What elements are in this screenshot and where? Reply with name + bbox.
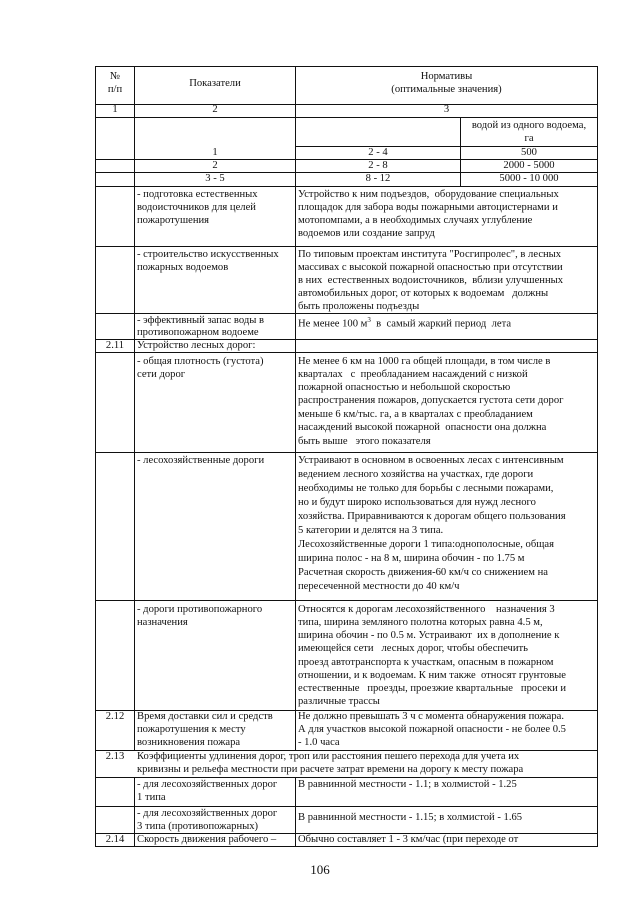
- norm-text: автомобильных дорог, от которых к водоемам должны: [298, 288, 549, 299]
- indicator-text: - лесохозяйственные дороги: [137, 455, 265, 466]
- norm-text: - 1.0 часа: [298, 737, 340, 748]
- indicator-text: сети дорог: [137, 369, 186, 380]
- norm-text: [298, 317, 511, 331]
- norm-text: Обычно составляет 1 - 3 км/час (при переходе от: [298, 834, 519, 845]
- norm-text: в них естественных водоисточников, вблизи улучшенных: [298, 275, 564, 286]
- norm-text: Расчетная скорость движения-60 км/ч со снижением на: [298, 567, 548, 578]
- norm-text: Относятся к дорогам лесохозяйственного назначения 3: [298, 604, 555, 615]
- norm-text: быть выше этого показателя: [298, 436, 431, 447]
- coef-text: Коэффициенты удлинения дорог, троп или расстояния пешего перехода для учета их: [137, 751, 520, 762]
- norm-text: По типовым проектам института "Росгипролес", в лесных: [298, 249, 562, 260]
- norm-text: А для участков высокой пожарной опасности - не более 0.5: [298, 724, 566, 735]
- indicator-text: - для лесохозяйственных дорог: [137, 779, 278, 790]
- norm-text: имеющейся сети лесных дорог, чтобы обеспечить: [298, 643, 528, 654]
- norm-text: быть проложены подъезды: [298, 301, 420, 312]
- subtable-cell: 2000 - 5000: [503, 160, 555, 171]
- indicator-text: - подготовка естественных: [137, 189, 258, 200]
- norm-text: 5 категории и делятся на 3 типа.: [298, 525, 444, 536]
- indicator-text: - строительство искусственных: [137, 249, 279, 260]
- row-number: 2.12: [105, 711, 125, 722]
- section-title: Устройство лесных дорог:: [137, 340, 256, 351]
- norm-text: типа, ширина земляного полотна которых равна 4.5 м,: [298, 617, 543, 628]
- indicator-text: водоисточников для целей: [137, 202, 256, 213]
- norm-text: Не менее 6 км на 1000 га общей площади, в том числе в: [298, 356, 551, 367]
- col-index-2: 2: [212, 104, 218, 115]
- row-number: 2.14: [105, 834, 125, 845]
- subtable-caption-1: водой из одного водоема,: [471, 120, 587, 131]
- subtable-cell: 500: [521, 147, 537, 158]
- subtable-cell: 1: [212, 147, 218, 158]
- col-index-1: 1: [112, 104, 118, 115]
- norm-text: но и будут широко использоваться для нужд лесного: [298, 497, 536, 508]
- indicator-text: возникновения пожара: [137, 737, 241, 748]
- norm-text: Не должно превышать 3 ч с момента обнаружения пожара.: [298, 711, 564, 722]
- subtable-cell: 5000 - 10 000: [499, 173, 559, 184]
- indicator-text: - общая плотность (густота): [137, 356, 264, 367]
- norm-text: Лесохозяйственные дороги 1 типа:однополосные, общая: [298, 539, 554, 550]
- norm-text: необходимы не только для борьбы с лесными пожарами,: [298, 483, 554, 494]
- indicator-text: противопожарном водоеме: [137, 327, 259, 338]
- subtable-cell: 8 - 12: [365, 173, 391, 184]
- indicator-text: 1 типа: [137, 792, 166, 803]
- col-norms-header-1: Нормативы: [420, 71, 473, 82]
- coef-text: кривизны и рельефа местности при расчете затрат времени на дорогу к месту пожара: [137, 764, 524, 775]
- superscript-three: 3: [367, 316, 371, 324]
- norm-text: ширина обочин - по 0.5 м. Устраивают их в дополнение к: [298, 630, 560, 641]
- reserve-period: в самый жаркий период лета: [370, 318, 512, 330]
- norm-text: Устраивают в основном в освоенных лесах с интенсивным: [298, 455, 564, 466]
- page-number: 106: [310, 862, 330, 877]
- col-indicators-header: Показатели: [189, 78, 241, 89]
- subtable-caption-2: га: [524, 133, 534, 144]
- subtable-cell: 2 - 8: [368, 160, 388, 171]
- norm-text: пересеченной местности до 40 км/ч: [298, 581, 460, 592]
- row-number: 2.11: [105, 340, 125, 351]
- reserve-amount: Не менее 100 м: [298, 318, 368, 330]
- norm-text: пожарной опасностью и небольшой скоростью: [298, 382, 511, 393]
- norm-text: хозяйства. Приравниваются к дорогам общего пользования: [298, 511, 566, 522]
- subtable-cell: 2: [212, 160, 218, 171]
- col-index-3: 3: [443, 104, 450, 115]
- subtable-cell: 2 - 4: [368, 147, 388, 158]
- norm-text: насаждений высокой пожарной опасности она должна: [298, 422, 547, 433]
- norm-text: отношении, и к водоемам. К ним также относят грунтовые: [298, 670, 566, 681]
- norm-text: ведением лесного хозяйства на участках, где дороги: [298, 469, 534, 480]
- indicator-text: Время доставки сил и средств: [137, 711, 273, 722]
- norm-text: площадок для забора воды пожарными автоцистернами и: [298, 202, 558, 213]
- norm-text: В равнинной местности - 1.1; в холмистой - 1.25: [298, 779, 517, 790]
- indicator-text: пожарных водоемов: [137, 262, 229, 273]
- norm-text: водоемов или создание запруд: [298, 228, 435, 239]
- norm-text: В равнинной местности - 1.15; в холмистой - 1.65: [298, 812, 523, 823]
- indicator-text: пожаротушения: [137, 215, 210, 226]
- indicator-text: 3 типа (противопожарных): [137, 821, 259, 832]
- norm-text: проезд автотранспорта к участкам, опасным в пожарном: [298, 657, 554, 668]
- col-num-header-1: №: [109, 71, 121, 82]
- norm-text: меньше 6 км/тыс. га, а в кварталах с преобладанием: [298, 409, 533, 420]
- indicator-text: - дороги противопожарного: [137, 604, 263, 615]
- subtable-cell: 3 - 5: [205, 173, 225, 184]
- indicator-text: пожаротушения к месту: [137, 724, 246, 735]
- indicator-text: - эффективный запас воды в: [137, 315, 264, 326]
- col-norms-header-2: (оптимальные значения): [391, 84, 502, 95]
- indicator-text: Скорость движения рабочего –: [137, 834, 277, 845]
- indicator-text: - для лесохозяйственных дорог: [137, 808, 278, 819]
- indicator-text: назначения: [137, 617, 188, 628]
- norm-text: распространения пожаров, допускается густота сети дорог: [298, 395, 564, 406]
- row-number: 2.13: [105, 751, 125, 762]
- norm-text: естественные проезды, проезжие квартальные просеки и: [298, 683, 567, 694]
- norm-text: массивах с высокой пожарной опасностью при отсутствии: [298, 262, 563, 273]
- col-num-header-2: п/п: [107, 84, 123, 95]
- norm-text: кварталах с преобладанием насаждений с низкой: [298, 369, 528, 380]
- norm-text: мотопомпами, а в необходимых случаях углубление: [298, 215, 533, 226]
- norm-text: ширина полос - на 8 м, ширина обочин - по 1.75 м: [298, 553, 525, 564]
- norm-text: различные трассы: [298, 696, 380, 707]
- norm-text: Устройство к ним подъездов, оборудование специальных: [298, 189, 559, 200]
